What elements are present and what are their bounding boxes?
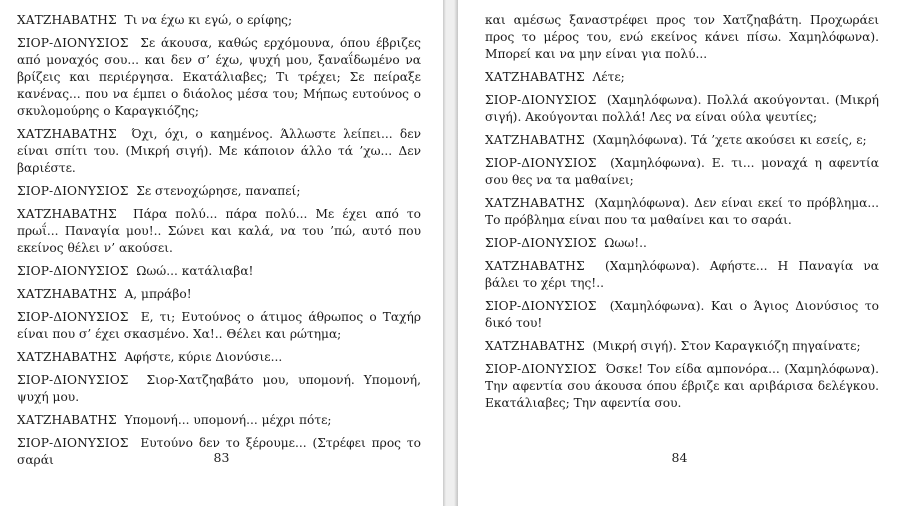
speaker-name: ΣΙΟΡ-ΔΙΟΝΥΣΙΟΣ xyxy=(485,299,597,313)
speaker-name: ΣΙΟΡ-ΔΙΟΝΥΣΙΟΣ xyxy=(17,264,129,278)
speaker-name: ΧΑΤΖΗΑΒΑΤΗΣ xyxy=(485,133,585,147)
page-number: 83 xyxy=(213,450,230,465)
speaker-name: ΧΑΤΖΗΑΒΑΤΗΣ xyxy=(17,350,117,364)
dialogue-paragraph xyxy=(485,92,879,126)
dialogue-paragraph xyxy=(485,12,879,63)
dialogue-paragraph xyxy=(485,195,879,229)
speaker-name: ΧΑΤΖΗΑΒΑΤΗΣ xyxy=(17,287,117,301)
page-83 xyxy=(0,0,443,506)
dialogue-text: (Χαμηλόφωνα). Πολλά ακούγονται. (Μικρή σιγή). Ακούγονται πολλά! Λες να είναι ούλα ψευτίες; xyxy=(485,93,879,124)
dialogue-paragraph xyxy=(485,361,879,412)
dialogue-text: Σε στενοχώρησε, παναπεί; xyxy=(136,184,301,198)
page-number: 84 xyxy=(671,450,688,465)
speaker-name: ΧΑΤΖΗΑΒΑΤΗΣ xyxy=(17,127,117,141)
speaker-name: ΣΙΟΡ-ΔΙΟΝΥΣΙΟΣ xyxy=(485,362,597,376)
dialogue-text: (Χαμηλόφωνα). Δεν είναι εκεί το πρόβλημα... Το πρόβλημα είναι που τα μαθαίνει και το σαράι. xyxy=(485,196,879,227)
speaker-name: ΣΙΟΡ-ΔΙΟΝΥΣΙΟΣ xyxy=(485,236,597,250)
dialogue-paragraph xyxy=(485,258,879,292)
dialogue-paragraph xyxy=(17,412,421,429)
speaker-name: ΧΑΤΖΗΑΒΑΤΗΣ xyxy=(485,259,585,273)
dialogue-paragraph xyxy=(17,309,421,343)
dialogue-paragraph xyxy=(17,126,421,177)
speaker-name: ΣΙΟΡ-ΔΙΟΝΥΣΙΟΣ xyxy=(485,93,597,107)
dialogue-text: και αμέσως ξαναστρέφει προς τον Χατζηαβάτη. Προχωράει προς το μέρος του, ενώ εκείνος κάνει πίσω. Χαμηλόφωνα). Μπορεί και να μην είναι για πολύ... xyxy=(485,13,879,61)
dialogue-paragraph xyxy=(17,286,421,303)
speaker-name: ΧΑΤΖΗΑΒΑΤΗΣ xyxy=(17,207,117,221)
dialogue-paragraph xyxy=(485,298,879,332)
dialogue-text: Α, μπράβο! xyxy=(124,287,192,301)
dialogue-paragraph xyxy=(485,235,879,252)
page-84 xyxy=(458,0,901,506)
speaker-name: ΣΙΟΡ-ΔΙΟΝΥΣΙΟΣ xyxy=(485,156,597,170)
dialogue-text: (Χαμηλόφωνα). Ε. τι... μοναχά η αφεντία σου θες να τα μαθαίνει; xyxy=(485,156,879,187)
speaker-name: ΣΙΟΡ-ΔΙΟΝΥΣΙΟΣ xyxy=(17,436,129,450)
dialogue-text: Όχι, όχι, ο καημένος. Άλλωστε λείπει... δεν είναι σπίτι του. (Μικρή σιγή). Με κάποιον άλλο τά ’χω... Δεν βαριέστε. xyxy=(17,127,421,175)
dialogue-text: (Χαμηλόφωνα). Αφήστε... Η Παναγία να βάλει το χέρι της!.. xyxy=(485,259,880,290)
dialogue-text: Ωωώ... κατάλιαβα! xyxy=(136,264,254,278)
dialogue-paragraph xyxy=(485,69,879,86)
speaker-name: ΣΙΟΡ-ΔΙΟΝΥΣΙΟΣ xyxy=(17,373,129,387)
dialogue-paragraph xyxy=(17,12,421,29)
dialogue-text: (Μικρή σιγή). Στον Καραγκιόζη πηγαίνατε; xyxy=(592,339,861,353)
dialogue-paragraph xyxy=(485,338,879,355)
dialogue-paragraph xyxy=(17,263,421,280)
dialogue-paragraph xyxy=(17,35,421,120)
dialogue-text: Όσκε! Τον είδα αμπονόρα... (Χαμηλόφωνα). Την αφεντία σου άκουσα όπου έβριζε και αριβάρισα δελέγκου. Εκατάλιαβες; Την αφεντία σου. xyxy=(485,362,880,410)
dialogue-text: Ωωω!.. xyxy=(604,236,647,250)
speaker-name: ΣΙΟΡ-ΔΙΟΝΥΣΙΟΣ xyxy=(17,184,129,198)
dialogue-paragraph xyxy=(17,372,421,406)
dialogue-text: (Χαμηλόφωνα). Τά ’χετε ακούσει κι εσείς, ε; xyxy=(592,133,867,147)
page-84-text xyxy=(485,12,879,412)
speaker-name: ΧΑΤΖΗΑΒΑΤΗΣ xyxy=(17,13,117,27)
page-gutter xyxy=(443,0,458,506)
speaker-name: ΣΙΟΡ-ΔΙΟΝΥΣΙΟΣ xyxy=(17,310,129,324)
dialogue-paragraph xyxy=(17,206,421,257)
dialogue-text: Σιορ-Χατζηαβάτο μου, υπομονή. Υπομονή, ψυχή μου. xyxy=(17,373,421,404)
dialogue-paragraph xyxy=(17,349,421,366)
dialogue-text: Σε άκουσα, καθώς ερχόμουνα, όπου έβριζες από μοναχός σου... και δεν σ’ έχω, ψυχή μου, ξαναΐδωμένο να βρίζεις και περιέργησα. Εκατάλιαβες; Τι τρέχει; Σε πείραξε κανένας... που να έμπει ο διάολος μέσα του; Μήπως ευτούνος ο σκυλομούρης ο Καραγκιόζης; xyxy=(17,36,422,118)
speaker-name: ΣΙΟΡ-ΔΙΟΝΥΣΙΟΣ xyxy=(17,36,129,50)
dialogue-text: Τι να έχω κι εγώ, ο ερίφης; xyxy=(124,13,293,27)
dialogue-text: Υπομονή... υπομονή... μέχρι πότε; xyxy=(124,413,332,427)
dialogue-paragraph xyxy=(17,183,421,200)
dialogue-text: Λέτε; xyxy=(592,70,625,84)
dialogue-text: (Χαμηλόφωνα). Και ο Άγιος Διονύσιος το δικό του! xyxy=(485,299,879,330)
dialogue-paragraph xyxy=(485,132,879,149)
dialogue-paragraph xyxy=(485,155,879,189)
dialogue-text: Πάρα πολύ... πάρα πολύ... Με έχει από το πρωΐ... Παναγία μου!.. Σώνει και καλά, να του ’πώ, αυτό που εκείνος θέλει ν’ ακούσει. xyxy=(17,207,421,255)
page-83-text xyxy=(17,12,421,469)
dialogue-text: Ε, τι; Ευτούνος ο άτιμος άθρωπος ο Ταχήρ είναι που σ’ έχει σκασμένο. Χα!.. Θέλει και ρώτημα; xyxy=(17,310,421,341)
dialogue-text: Αφήστε, κύριε Διονύσιε... xyxy=(124,350,283,364)
speaker-name: ΧΑΤΖΗΑΒΑΤΗΣ xyxy=(485,70,585,84)
dialogue-text: Ευτούνο δεν το ξέρουμε... (Στρέφει προς το σαράι xyxy=(17,436,422,467)
speaker-name: ΧΑΤΖΗΑΒΑΤΗΣ xyxy=(17,413,117,427)
speaker-name: ΧΑΤΖΗΑΒΑΤΗΣ xyxy=(485,339,585,353)
speaker-name: ΧΑΤΖΗΑΒΑΤΗΣ xyxy=(485,196,585,210)
